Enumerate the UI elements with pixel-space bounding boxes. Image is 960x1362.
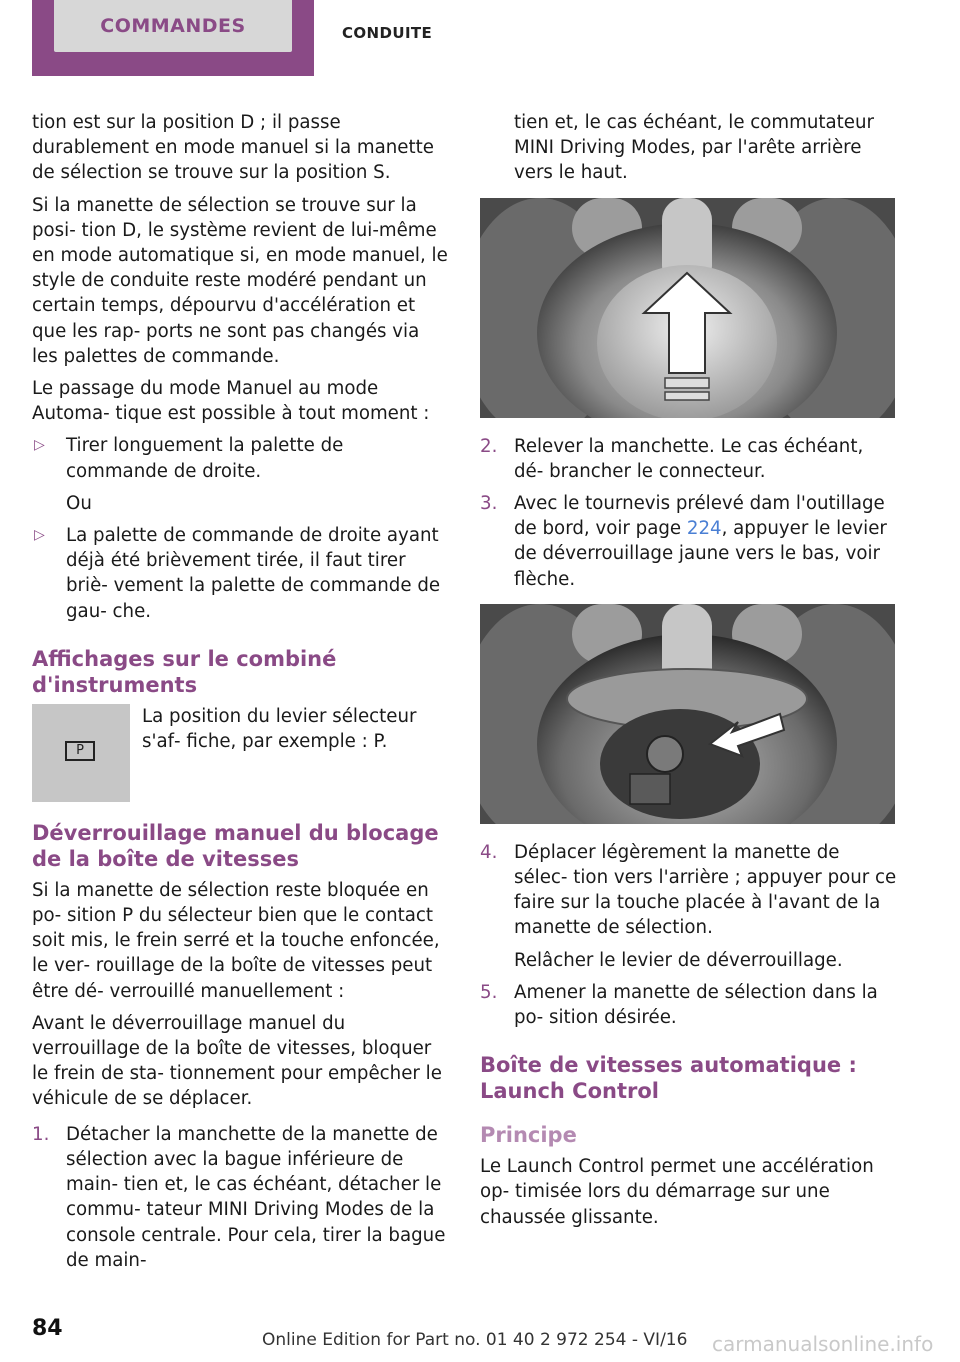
paragraph: Le passage du mode Manuel au mode Automa‐ tique est possible à tout moment : [32, 378, 430, 425]
section-heading-display: Affichages sur le combiné d'instruments [32, 646, 337, 697]
right-column [480, 110, 898, 1237]
triangle-bullet-icon: ▷ [34, 437, 45, 454]
gear-lever-photo-2 [480, 604, 895, 824]
indicator-row [32, 704, 450, 804]
step-number: 1. [32, 1123, 50, 1145]
bullet-item [32, 433, 450, 483]
paragraph: tion est sur la position D ; il passe durablement en mode manuel si la manette de sélection se trouve sur la position S. [32, 112, 434, 184]
bullet-item [32, 523, 450, 624]
header-tab-conduite[interactable]: CONDUITE [342, 24, 433, 42]
header-tab-commandes[interactable] [32, 0, 314, 76]
paragraph: Le Launch Control permet une accélération op‐ timisée lors du démarrage sur une chaussée glissante. [480, 1156, 874, 1228]
step-text-start: Avec le tournevis prélevé dam l'outillage de bord, voir page [514, 493, 885, 540]
step-item [480, 434, 898, 484]
bullet-or: Ou [66, 492, 92, 514]
indicator-description: La position du levier sélecteur s'af‐ fiche, par exemple : P. [142, 705, 417, 753]
step-number: 5. [480, 981, 498, 1003]
step-item [480, 491, 898, 592]
section-heading-launch-control: Boîte de vitesses automatique : Launch Control [480, 1053, 857, 1104]
step-item [480, 980, 898, 1030]
step-text-end: , appuyer le levier de déverrouillage jaune vers le bas, voir flèche. [514, 518, 887, 590]
page-number: 84 [32, 1316, 63, 1341]
step-text: Amener la manette de sélection dans la po‐ sition désirée. [514, 981, 878, 1029]
header-tab-label: COMMANDES [54, 0, 292, 52]
step-number: 2. [480, 435, 498, 457]
step-sub-text: Relâcher le levier de déverrouillage. [514, 949, 843, 971]
bullet-text: Tirer longuement la palette de commande de droite. [66, 435, 344, 482]
watermark: carmanualsonline.info [712, 1332, 934, 1356]
bullet-text: La palette de commande de droite ayant déjà été brièvement tirée, il faut tirer briè‐ vement la palette de commande de gau‐ che. [66, 525, 441, 622]
triangle-bullet-icon: ▷ [34, 527, 45, 544]
step-text: Déplacer légèrement la manette de sélec‐ tion vers l'arrière ; appuyer pour ce faire sur la touche placée à l'avant de la manette de sélection. [514, 841, 897, 939]
step-continuation: tien et, le cas échéant, le commutateur MINI Driving Modes, par l'arête arrière vers le haut. [514, 112, 874, 184]
paragraph: Avant le déverrouillage manuel du verrouillage de la boîte de vitesses, bloquer le frein de sta‐ tionnement pour empêcher le véhicule de se déplacer. [32, 1012, 442, 1110]
gear-lever-photo-1 [480, 198, 895, 418]
gear-position-p-icon: P [65, 741, 95, 761]
step-text: Relever la manchette. Le cas échéant, dé‐ brancher le connecteur. [514, 435, 864, 482]
step-item [480, 840, 898, 941]
section-heading-unlock: Déverrouillage manuel du blocage de la boîte de vitesses [32, 820, 439, 871]
step-item [32, 1122, 450, 1273]
paragraph: Si la manette de sélection reste bloquée en po‐ sition P du sélecteur bien que le contact soit mis, le frein serré et la touche enfoncée, le ver‐ rouillage de la boîte de vitesses peut être dé‐ verrouillé manuellement : [32, 879, 440, 1002]
step-text: Détacher la manchette de la manette de sélection avec la bague inférieure de main‐ tien et, le cas échéant, détacher le commu‐ tateur MINI Driving Modes de la console centrale. Pour cela, tirer la bague de main‐ [66, 1123, 446, 1271]
step-number: 3. [480, 493, 498, 515]
page-link-224[interactable]: 224 [686, 518, 722, 540]
left-column [32, 110, 450, 1280]
paragraph: Si la manette de sélection se trouve sur la posi‐ tion D, le système revient de lui-même en mode automatique si, en mode manuel, le style de conduite reste modéré pendant un certain temps, dépourvu d'accélération et que les rap‐ ports ne sont pas changés via les palettes de commande. [32, 194, 448, 367]
edition-footer: Online Edition for Part no. 01 40 2 972 254 - VI/16 [262, 1330, 688, 1350]
step-number: 4. [480, 841, 498, 863]
subsection-heading-principle: Principe [480, 1123, 577, 1148]
gear-indicator-image [32, 704, 130, 802]
